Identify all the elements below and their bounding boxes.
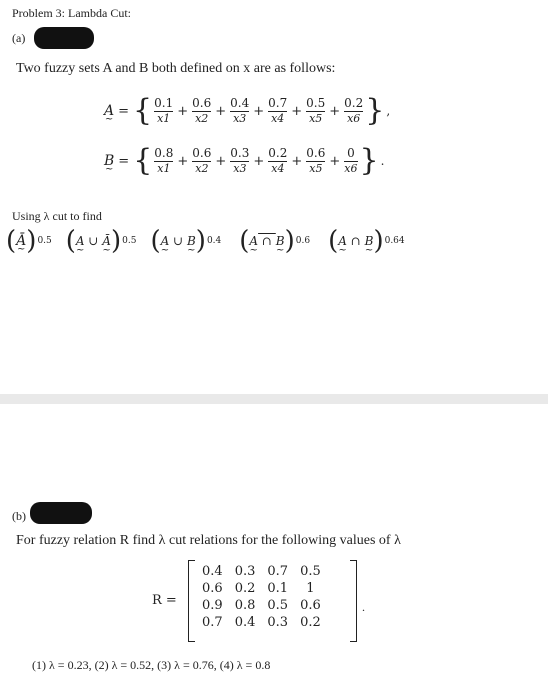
set-b-term-6: $\frac{0}{x6}$: [344, 146, 358, 175]
expr-a-intersect-b-bar: ( A ~ ∩ B ~ ) 0.6: [239, 228, 310, 254]
expr-a-intersect-b: ( A ~ ∩ B ~ ) 0.64: [328, 228, 405, 254]
matrix-row: [196, 614, 327, 631]
matrix-cell: 0.2: [300, 615, 321, 630]
matrix-cell: 0.5: [267, 598, 289, 613]
set-a-term-5: $\frac{0.5}{x5}$: [306, 96, 326, 125]
set-b-term-5: $\frac{0.6}{x5}$: [306, 146, 326, 175]
set-b-term-3: $\frac{0.3}{x3}$: [230, 146, 250, 175]
matrix-cell: 0.2: [234, 581, 256, 596]
part-a-label: (a): [12, 31, 26, 45]
matrix-cell: 0.7: [267, 564, 289, 579]
matrix-cell: 0.6: [300, 598, 321, 613]
matrix-cell: 1: [306, 581, 315, 596]
set-b-definition: B ~ = { $\frac{0.8}{x1}$ + $\frac{0.6}{x2}$ + $\frac{0.3}{x3}$ + $\frac{0.2}{x4}$ + $\frac{0.6}{x5}$ + $\frac{0}{x6}$ } .: [104, 146, 384, 176]
relation-matrix: [196, 563, 327, 631]
part-b-statement: For fuzzy relation R find λ cut relations for the following values of λ: [16, 533, 401, 548]
matrix-name: R =: [152, 593, 177, 608]
redaction-a: [34, 27, 94, 49]
set-a-term-6: $\frac{0.2}{x6}$: [344, 96, 364, 125]
expr-a-cut: ( Ā ~ ) 0.5: [6, 228, 52, 254]
matrix-cell: 0.8: [234, 598, 256, 613]
set-b-term-1: $\frac{0.8}{x1}$: [154, 146, 174, 175]
matrix-cell: 0.4: [202, 564, 223, 579]
matrix-cell: 0.3: [234, 564, 256, 579]
expr-a-union-b: ( A ~ ∪ B ~ ) 0.4: [150, 228, 221, 254]
matrix-left-bracket: [188, 560, 195, 642]
matrix-cell: 0.9: [202, 598, 223, 613]
set-b-name: B ~: [104, 153, 114, 169]
matrix-row: [196, 563, 327, 580]
set-a-term-1: $\frac{0.1}{x1}$: [154, 96, 174, 125]
part-b-label: (b): [12, 509, 26, 523]
set-a-term-2: $\frac{0.6}{x2}$: [192, 96, 212, 125]
matrix-cell: 0.6: [202, 581, 223, 596]
lambda-values: (1) λ = 0.23, (2) λ = 0.52, (3) λ = 0.76, (4) λ = 0.8: [32, 658, 271, 672]
matrix-row: [196, 580, 327, 597]
matrix-cell: 0.3: [267, 615, 289, 630]
set-b-term-2: $\frac{0.6}{x2}$: [192, 146, 212, 175]
set-b-term-4: $\frac{0.2}{x4}$: [268, 146, 288, 175]
section-divider: [0, 394, 548, 404]
expr-a-union-acomp: ( A ~ ∪ Ā ~ ) 0.5: [66, 228, 137, 254]
redaction-b: [30, 502, 92, 524]
part-a-statement: Two fuzzy sets A and B both defined on x are as follows:: [16, 61, 336, 76]
set-a-name: A ~: [104, 103, 114, 119]
set-a-term-3: $\frac{0.4}{x3}$: [230, 96, 250, 125]
matrix-cell: 0.1: [267, 581, 289, 596]
matrix-row: [196, 597, 327, 614]
matrix-cell: 0.5: [300, 564, 321, 579]
set-a-term-4: $\frac{0.7}{x4}$: [268, 96, 288, 125]
matrix-cell: 0.4: [234, 615, 256, 630]
find-instruction: Using λ cut to find: [12, 209, 102, 223]
matrix-cell: 0.7: [202, 615, 223, 630]
set-a-definition: A ~ = { $\frac{0.1}{x1}$ + $\frac{0.6}{x2}$ + $\frac{0.4}{x3}$ + $\frac{0.7}{x4}$ + $\frac{0.5}{x5}$ + $\frac{0.2}{x6}$ } ,: [104, 96, 390, 126]
lambda-expressions: [6, 228, 405, 254]
problem-title: Problem 3: Lambda Cut:: [12, 6, 131, 20]
matrix-right-bracket: [350, 560, 357, 642]
